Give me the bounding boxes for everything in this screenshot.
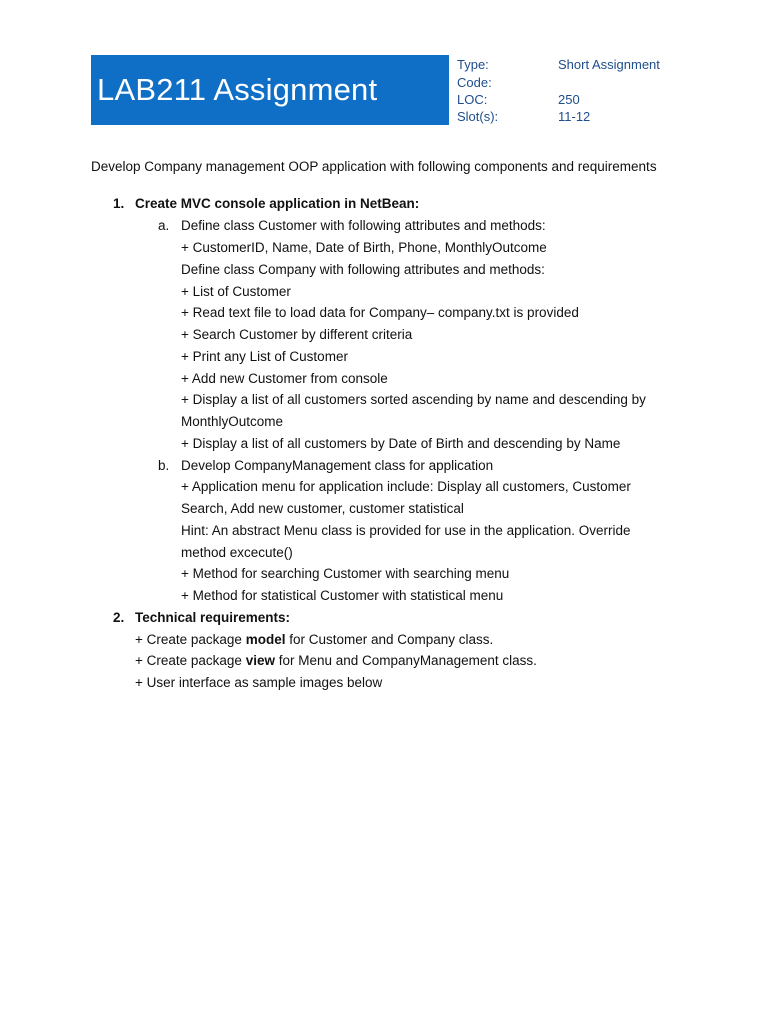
package-view-prefix: + Create package bbox=[135, 653, 246, 668]
item-a-line: + Display a list of all customers sorted ascending by name and descending by bbox=[181, 392, 646, 407]
item-b-line: Hint: An abstract Menu class is provided for use in the application. Override bbox=[181, 523, 631, 538]
item-b-line: + Method for searching Customer with searching menu bbox=[181, 566, 510, 581]
section-1-heading: Create MVC console application in NetBean: bbox=[135, 196, 420, 211]
meta-slots-label: Slot(s): bbox=[457, 109, 499, 124]
item-a-line: MonthlyOutcome bbox=[181, 414, 284, 429]
item-a-line: + Display a list of all customers by Date of Birth and descending by Name bbox=[181, 436, 621, 451]
item-a-line: + Add new Customer from console bbox=[181, 371, 388, 386]
package-model-name: model bbox=[245, 632, 286, 647]
item-a-line: + Print any List of Customer bbox=[181, 349, 348, 364]
item-a-line: + CustomerID, Name, Date of Birth, Phone, MonthlyOutcome bbox=[181, 240, 547, 255]
item-b-line: Develop CompanyManagement class for application bbox=[181, 458, 494, 473]
item-b-line: method excecute() bbox=[181, 545, 293, 560]
item-b-line: + Application menu for application include: Display all customers, Customer bbox=[181, 479, 631, 494]
meta-type-value: Short Assignment bbox=[558, 57, 660, 72]
meta-code-label: Code: bbox=[457, 75, 492, 90]
item-b-marker: b. bbox=[158, 458, 170, 473]
package-view-name: view bbox=[245, 653, 275, 668]
page-title: LAB211 Assignment bbox=[97, 72, 378, 107]
meta-loc-label: LOC: bbox=[457, 92, 488, 107]
section-2-number: 2. bbox=[113, 610, 125, 625]
package-view-line bbox=[135, 652, 537, 670]
item-a-line: Define class Company with following attributes and methods: bbox=[181, 262, 545, 277]
ui-requirement-line: + User interface as sample images below bbox=[135, 675, 383, 690]
meta-type-label: Type: bbox=[457, 57, 489, 72]
item-a-line: + Read text file to load data for Company– company.txt is provided bbox=[181, 305, 579, 320]
title-banner bbox=[91, 55, 449, 125]
item-b-line: + Method for statistical Customer with statistical menu bbox=[181, 588, 504, 603]
item-a-line: + Search Customer by different criteria bbox=[181, 327, 413, 342]
intro-paragraph: Develop Company management OOP application with following components and requirements bbox=[91, 159, 657, 174]
item-a-marker: a. bbox=[158, 218, 170, 233]
meta-slots-value: 11-12 bbox=[558, 109, 591, 124]
package-model-line bbox=[135, 631, 493, 649]
item-a-line: + List of Customer bbox=[181, 284, 291, 299]
meta-loc-value: 250 bbox=[558, 92, 580, 107]
item-b-line: Search, Add new customer, customer statistical bbox=[181, 501, 464, 516]
package-model-prefix: + Create package bbox=[135, 632, 246, 647]
item-a-line: Define class Customer with following attributes and methods: bbox=[181, 218, 546, 233]
package-model-suffix: for Customer and Company class. bbox=[285, 632, 494, 647]
package-view-suffix: for Menu and CompanyManagement class. bbox=[274, 653, 537, 668]
section-2-heading: Technical requirements: bbox=[135, 610, 291, 625]
section-1-number: 1. bbox=[113, 196, 125, 211]
